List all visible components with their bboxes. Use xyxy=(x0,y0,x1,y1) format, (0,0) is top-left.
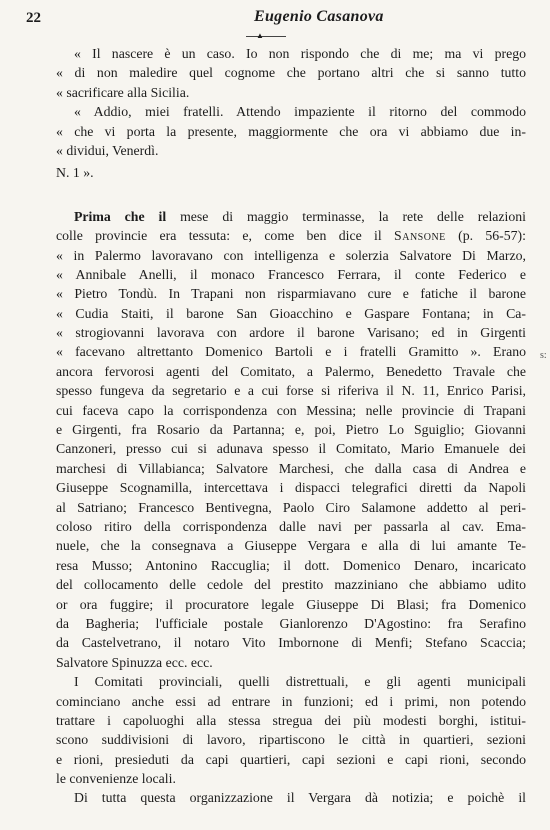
body-text xyxy=(56,44,526,808)
paragraph-provincial-committees xyxy=(56,672,526,788)
paragraph-line: cominciano anche essi ad entrare in funzioni; ed i primi, non potendo xyxy=(56,693,526,709)
paragraph-line: e rioni, presieduti da capi quartieri, capi sezioni e capi rioni, secondo xyxy=(56,751,526,767)
header-ornament: ▲ xyxy=(256,31,264,40)
paragraph-committee-network xyxy=(56,207,526,672)
quoted-letter xyxy=(56,44,526,183)
letter-line: « dividui, Venerdì. xyxy=(56,142,159,158)
paragraph-line: « strogiovanni lavorava con ardore il barone Varisano; ed in Girgenti xyxy=(56,325,526,341)
paragraph-line: I Comitati provinciali, quelli distrettuali, e gli agenti municipali xyxy=(74,674,526,690)
paragraph-line: « facevano altrettanto Domenico Bartoli e i fratelli Gramitto ». Erano xyxy=(56,344,526,360)
paragraph-line-text: colle provincie era tessuta: e, come ben dice il xyxy=(56,228,382,244)
paragraph-line: ancora fervorosi agenti del Comitato, a Palermo, Benedetto Travale che xyxy=(56,363,526,379)
paragraph-line: « Annibale Anelli, il monaco Francesco Ferrara, il conte Federico e xyxy=(56,266,526,282)
citation-pages: (p. 56-57): xyxy=(445,228,526,244)
paragraph-line: cui faceva capo la corrispondenza con Messina; nelle provincie di Trapani xyxy=(56,402,526,418)
paragraph-line: « in Palermo lavoravano con intelligenza e solerzia Salvatore Di Marzo, xyxy=(56,247,526,263)
margin-mark: s: xyxy=(540,350,547,361)
paragraph-line: scono suddivisioni di lavoro, ripartiscono le città in quartieri, sezioni xyxy=(56,732,526,748)
paragraph-line: or ora fuggire; il procuratore legale Giuseppe Di Blasi; fra Domenico xyxy=(56,596,526,612)
paragraph-line: al Satriano; Francesco Bentivegna, Paolo Ciro Salamone addetto al peri- xyxy=(56,499,526,515)
paragraph-line: trattare i capoluoghi alla stessa stregua dei più modesti borghi, istitui- xyxy=(56,712,526,728)
paragraph-line: del collocamento delle cedole del prestito mazziniano che abbiamo udito xyxy=(56,577,526,593)
paragraph-line: coloso ritiro della corrispondenza dalle navi per passarla al cav. Ema- xyxy=(56,518,526,534)
paragraph-line: le convenienze locali. xyxy=(56,771,176,787)
paragraph-line: da Bagheria; l'ufficiale postale Gianlorenzo D'Agostino: fra Serafino xyxy=(56,615,526,631)
header-rule xyxy=(246,36,286,37)
paragraph-line: Salvatore Spinuzza ecc. ecc. xyxy=(56,654,213,670)
paragraph-line: spesso fungeva da segretario e a cui forse si riferiva il N. 11, Enrico Parisi, xyxy=(56,383,526,399)
paragraph-line: resa Musso; Antonino Raccuglia; il dott. Domenico Denaro, incaricato xyxy=(56,557,526,573)
paragraph-line: Di tutta questa organizzazione il Vergara dà notizia; e poichè il xyxy=(74,790,526,806)
paragraph-vergara xyxy=(56,788,526,807)
page-header xyxy=(24,6,530,40)
letter-line: « sacrificare alla Sicilia. xyxy=(56,84,190,100)
paragraph-line: « Pietro Tondù. In Trapani non risparmiavano cure e fatiche il barone xyxy=(56,286,526,302)
letter-line: « Il nascere è un caso. Io non rispondo che di me; ma vi prego xyxy=(74,46,526,61)
paragraph-line xyxy=(56,207,526,226)
paragraph-line: Giuseppe Scognamilla, intercettava i dispacci telegrafici diretti da Napoli xyxy=(56,480,526,496)
paragraph-line-text: mese di maggio terminasse, la rete delle relazioni xyxy=(166,208,526,224)
page-number: 22 xyxy=(26,10,41,26)
paragraph-opening-words: Prima che il xyxy=(74,208,167,224)
paragraph-line: marchesi di Villabianca; Salvatore Marchesi, che dalla casa di Andrea e xyxy=(56,460,526,476)
letter-line: « che vi porta la presente, maggiormente che ora vi abbiamo due in- xyxy=(56,123,526,139)
paragraph-line: da Castelvetrano, il notaro Vito Imbornone di Menfi; Stefano Scaccia; xyxy=(56,635,526,651)
paragraph-line: « Cudia Staiti, il barone San Gioacchino e Gaspare Fontana; in Ca- xyxy=(56,305,526,321)
running-title: Eugenio Casanova xyxy=(254,8,384,25)
paragraph-line xyxy=(56,226,526,245)
paragraph-line: e Girgenti, fra Rosario da Partanna; e, poi, Pietro Lo Sguiglio; Giovanni xyxy=(56,422,526,438)
paragraph-line: Canzoneri, presso cui si adunava spesso il Comitato, Mario Emanuele dei xyxy=(56,441,526,457)
letter-line: « Addio, miei fratelli. Attendo impaziente il ritorno del commodo xyxy=(74,104,526,120)
letter-line: « di non maledire quel cognome che portano altri che si sanno tutto xyxy=(56,65,526,81)
paragraph-line: nuele, che la consegnava a Giuseppe Vergara e alla di lui amante Te- xyxy=(56,538,526,554)
letter-signature: N. 1 ». xyxy=(56,165,94,181)
cited-author: Sansone xyxy=(394,228,446,244)
